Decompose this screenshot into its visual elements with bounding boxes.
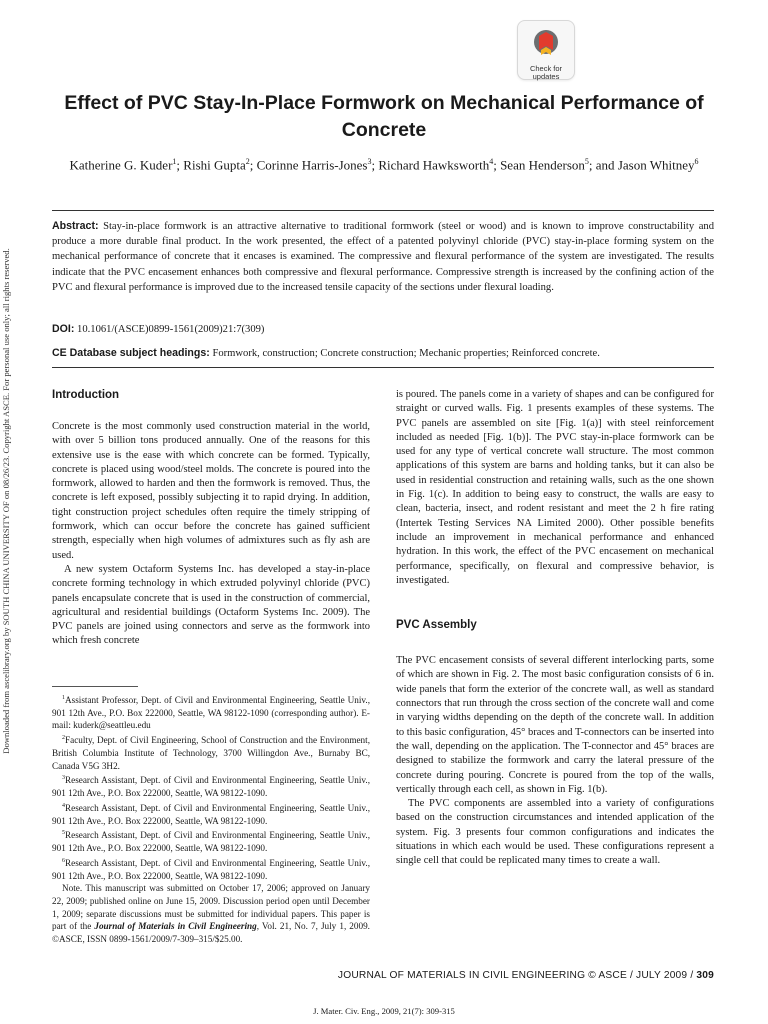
footnote-3: $^3$Research Assistant, Dept. of Civil and Environmental Engineering, Seattle Univ., 901 12th Ave., P.O. Box 222000, Seattle, WA 98122-1090. [52, 775, 370, 799]
author-separator: ; [176, 157, 184, 173]
footnote-2: $^2$Faculty, Dept. of Civil Engineering, School of Construction and the Environment, British Columbia Institute of Technology, 3700 Willingdon Ave., Burnaby BC, Canada V5G 3H2. [52, 735, 370, 771]
introduction-heading: Introduction [52, 389, 120, 401]
citation-line: J. Mater. Civ. Eng., 2009, 21(7): 309-315 [313, 1006, 455, 1016]
subject-headings [52, 346, 714, 361]
author-name: Jason Whitney [617, 157, 695, 173]
page-number: 309 [696, 970, 714, 981]
footnote-4: $^4$Research Assistant, Dept. of Civil and Environmental Engineering, Seattle Univ., 901 12th Ave., P.O. Box 222000, Seattle, WA 98122-1090. [52, 802, 370, 826]
footer-journal: JOURNAL OF MATERIALS IN CIVIL ENGINEERING © ASCE / JULY 2009 / [337, 970, 697, 981]
footnote-6: $^6$Research Assistant, Dept. of Civil and Environmental Engineering, Seattle Univ., 901 12th Ave., P.O. Box 222000, Seattle, WA 98122-1090. [52, 857, 370, 881]
footnotes [52, 692, 370, 946]
footnote-5: $^5$Research Assistant, Dept. of Civil and Environmental Engineering, Seattle Univ., 901 12th Ave., P.O. Box 222000, Seattle, WA 98122-1090. [52, 830, 370, 854]
download-notice [0, 206, 13, 796]
footnote-rule [52, 686, 138, 687]
check-for-updates-badge[interactable] [517, 20, 575, 80]
intro-paragraph-3: is poured. The panels come in a variety of shapes and can be configured for straight or curved walls. Fig. 1 presents examples of these systems. The PVC panels are assembled on site [Fig. 1(a)] with steel reinforcement included as needed [Fig. 1(b)]. The PVC stay-in-place formwork can be used for any type of vertical concrete wall structure. The most common applications of this system are barns and holding tanks, but it can also be used in residential construction and retaining walls, such as the one shown in Fig. 1(c). In addition to being easy to construct, the walls are easy to clean, bacteria, insect, and rodent resistant and meet the 2 h fire rating (Intertek Testing Services NA Limited 2000). Other possible benefits include an improvement in mechanical performance and enhanced hydration. In this work, the effect of the PVC encasement on mechanical performance, specifically, on flexural and compressive behavior, is investigated. [396, 389, 714, 586]
author-affiliation-marker: 5 [584, 157, 589, 166]
check-for-updates-icon [532, 28, 560, 58]
doi [52, 322, 714, 337]
author-separator: ; and [588, 157, 618, 173]
journal-name: Journal of Materials in Civil Engineering [94, 921, 257, 932]
pvc-paragraph-1: The PVC encasement consists of several different interlocking parts, some of which are shown in Fig. 2. The most basic configuration consists of 6 in. wide panels that form the exterior of the concrete wall, as well as standard connectors that run through the cross section of the concrete wall and come in varying widths depending on the depth of the concrete wall. In addition to this basic configuration, 45° braces and T-connectors can be inserted into the wall, depending on the application. The T-connector and 45° braces are designed to stabilize the formwork and carry the lateral pressure of the concrete during pouring. Concrete is poured from the top of the walls, vertically through each cell, as shown in Fig. 1(b). [396, 655, 714, 795]
author-affiliation-marker: 6 [694, 157, 699, 166]
subject-headings-text: Formwork, construction; Concrete construction; Mechanic properties; Reinforced concrete. [212, 348, 600, 359]
footnote-1: $^1$Assistant Professor, Dept. of Civil and Environmental Engineering, Seattle Univ., 901 12th Ave., P.O. Box 222000, Seattle, WA 98122-1090 (corresponding author). E-mail: kuderk@seattleu.edu [52, 695, 370, 731]
abstract [52, 219, 714, 295]
author-separator: ; [249, 157, 257, 173]
author-name: Richard Hawksworth [378, 157, 490, 173]
author-name: Rishi Gupta [183, 157, 246, 173]
author-affiliation-marker: 1 [172, 157, 177, 166]
right-column [396, 388, 714, 869]
doi-link[interactable]: 10.1061/(ASCE)0899-1561(2009)21:7(309) [77, 324, 265, 335]
author-separator: ; [371, 157, 379, 173]
author-separator: ; [493, 157, 501, 173]
abstract-label: Abstract: [52, 220, 99, 232]
author-name: Sean Henderson [500, 157, 585, 173]
check-for-updates-label: Check for updates [529, 64, 563, 81]
submission-note: Note. This manuscript was submitted on October 17, 2006; approved on January 22, 2009; published online on June 15, 2009. Discussion period open until December 1, 2009; separate discussions must be submitted for individual papers. This paper is part of the Journal of Materials in Civil Engineering, Vol. 21, No. 7, July 1, 2009. ©ASCE, ISSN 0899-1561/2009/7-309–315/$25.00. [52, 883, 370, 945]
article-title: Effect of PVC Stay-In-Place Formwork on Mechanical Performance of Concrete [64, 92, 704, 141]
author-affiliation-marker: 3 [367, 157, 372, 166]
intro-paragraph-2: A new system Octaform Systems Inc. has developed a stay-in-place concrete forming technology in which extruded polyvinyl chloride (PVC) panels encapsulate concrete that is used in the construction of commercial, agricultural and residential buildings (Octaform Systems Inc. 2009). The PVC panels are joined using connectors and serve as the formwork into which fresh concrete [52, 563, 370, 647]
author-name: Corinne Harris-Jones [256, 157, 368, 173]
pvc-assembly-heading: PVC Assembly [396, 619, 477, 632]
abstract-text: Stay-in-place formwork is an attractive alternative to traditional formwork (steel or wood) and is known to improve constructability and produce a more durable final product. In the work presented, the effect of a patented polyvinyl chloride (PVC) stay-in-place forming system on the mechanical performance of concrete that it encases is examined. The compressive and flexural performance of the system are investigated. The results indicate that the PVC encasement enhances both compressive and flexural performance. Compressive strength is increased by the confining action of the PVC and flexural performance is improved due to the increased tensile capacity of the sections under flexural loading. [52, 221, 714, 293]
page-footer [300, 970, 714, 981]
author-name: Katherine G. Kuder [69, 157, 173, 173]
subject-headings-label: CE Database subject headings: [52, 347, 210, 359]
intro-paragraph-1: Concrete is the most commonly used construction material in the world, with over 5 billion tons produced annually. One of the reasons for this extensive use is the ease with which concrete can be formed. Typically, concrete is placed using wood/steel molds. The concrete is poured into the formwork, allowed to harden and then the formwork is removed. Thus, the concrete is left exposed, possibly subjecting it to rapid drying. In addition, tight construction project schedules often require the timely stripping of formwork, which can occur before the concrete has gained sufficient strength, especially when high volumes of admixtures such as fly ash are used. [52, 421, 370, 561]
abstract-bottom-rule [52, 367, 714, 368]
author-affiliation-marker: 2 [245, 157, 250, 166]
author-list [60, 153, 708, 174]
download-notice-text: Downloaded from ascelibrary.org by SOUTH CHINA UNIVERSITY OF on 08/26/23. Copyright ASCE. For personal use only; all rights reserved. [1, 248, 11, 754]
abstract-top-rule [52, 210, 714, 211]
left-column [52, 388, 370, 649]
pvc-paragraph-2: The PVC components are assembled into a variety of configurations based on the construction circumstances and intended application of the system. Fig. 3 presents four common configurations and indicates the situations in which each would be used. These configurations represent a single cell that could be replicated many times to create a wall. [396, 798, 714, 867]
author-affiliation-marker: 4 [489, 157, 494, 166]
doi-label: DOI: [52, 323, 75, 335]
